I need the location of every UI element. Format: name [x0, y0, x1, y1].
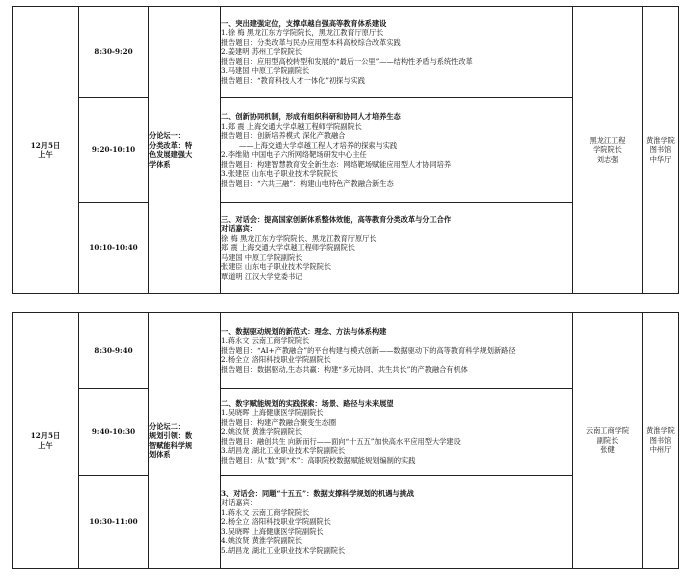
venue-cell: 黄淮学院 图书馆 中州厅 [643, 313, 679, 569]
session-line: 1.徐 梅 黑龙江东方学院院长，黑龙江教育厅原厅长 [221, 28, 384, 38]
time-slot: 9:20-10:10 [79, 98, 149, 203]
session-line: 3.胡昌龙 湖北工业职业技术学院副院长 [221, 446, 346, 456]
session-line: 2.姚汝贤 黄淮学院副院长 [221, 427, 303, 437]
session-heading: 二、创新协同机制，形成有组织科研和协同人才培养生态 [221, 112, 401, 121]
session-heading: 二、数字赋能规划的实践探索：场景、路径与未来展望 [221, 398, 394, 408]
session-line: 3.吴晓晖 上海健康医学院副院长 [221, 526, 324, 536]
date-cell: 12月5日 上午 [13, 7, 79, 294]
session-line: 3.张建臣 山东电子职业技术学院院长 [221, 169, 338, 178]
session-content [221, 389, 573, 476]
date-cell: 12月5日 上午 [13, 313, 79, 569]
time-slot: 8:30-9:40 [79, 313, 149, 389]
session-line: 郑 震 上海交通大学卓越工程师学院副院长 [221, 243, 355, 253]
time-slot: 10:30-11:00 [79, 476, 149, 569]
session-heading: 三、对话会：提高国家创新体系整体效能，高等教育分类改革与分工合作 [221, 214, 452, 224]
time-slot: 10:10-10:40 [79, 203, 149, 294]
time-slot: 8:30-9:20 [79, 7, 149, 98]
session-line: 2.杨全立 洛阳科技职业学院副院长 [221, 517, 331, 527]
session-line: 张建臣 山东电子职业技术学院院长 [221, 262, 332, 272]
session-line: 报告题目：构建产教融合聚变生态圈 [221, 417, 337, 427]
session-content [221, 476, 573, 569]
session-line: 报告题目：分类改革与民办应用型本科高校综合改革实践 [221, 37, 401, 47]
session-line: 报告题目：融创共生 向新而行——面向“十五五”加快高水平应用型大学建设 [221, 436, 461, 446]
session-line: 2.李维勋 中国电子六所网络靶场研发中心主任 [221, 150, 367, 159]
session-line: 2.杨全立 洛阳科技职业学院副院长 [221, 355, 331, 365]
session-line: 2.姜建明 苏州工学院院长 [221, 47, 303, 57]
host-cell: 云南工商学院 副院长 张健 [573, 313, 643, 569]
session-line: 报告题目：构建智慧教育安全新生态：网络靶场赋能应用型人才协同培养 [221, 159, 452, 169]
session-line: 报告题目：创新培养模式 深化产教融合 [221, 131, 346, 140]
session-line: 报告题目：从“数”到“术”：高职院校数据赋能规划编制的实践 [221, 455, 416, 465]
session-line: 徐 梅 黑龙江东方学院院长、黑龙江教育厅原厅长 [221, 233, 377, 243]
session-line: 报告题目：“教育科技人才一体化”初探与实践 [221, 75, 365, 85]
session-line: 3.马建国 中原工学院副院长 [221, 66, 310, 76]
session-line: 覃道明 江汉大学党委书记 [221, 271, 303, 281]
session-heading: 3、对话会：同题“十五五”：数据支撑科学规划的机遇与挑战 [221, 488, 414, 498]
host-cell: 黑龙江工程 学院院长 刘志强 [573, 7, 643, 294]
session-line: 对话嘉宾： [221, 498, 257, 508]
session-line: 马建国 中原工学院副院长 [221, 252, 303, 262]
session-content [221, 98, 573, 203]
session-line: ——上海交通大学卓越工程人才培养的探索与实践 [239, 140, 398, 150]
session-line: 5.胡昌龙 湖北工业职业技术学院副院长 [221, 545, 346, 555]
session-content [221, 7, 573, 98]
schedule-table-forum-1 [12, 6, 679, 294]
forum-title: 分论坛一： 分类改革：特 色发展建强大 学体系 [149, 7, 221, 294]
venue-cell: 黄淮学院 图书馆 中华厅 [643, 7, 679, 294]
session-content [221, 313, 573, 389]
session-heading: 一、突出建强定位，支撑卓越自强高等教育体系建设 [221, 18, 387, 28]
time-slot: 9:40-10:30 [79, 389, 149, 476]
session-line: 1.郑 震 上海交通大学卓越工程师学院副院长 [221, 121, 362, 131]
session-heading: 对话嘉宾： [221, 224, 257, 234]
session-line: 1.蒋永文 云南工商学院院长 [221, 507, 310, 517]
schedule-table-forum-2 [12, 312, 679, 569]
session-line: 报告题目：“AI+产教融合”的平台构建与模式创新——数据驱动下的高等教育科学规划新路径 [221, 345, 516, 355]
session-line: 1.蒋永文 云南工商学院院长 [221, 336, 310, 346]
session-line: 报告题目：数据驱动,生态共赢：构建“多元协同、共生共长”的产教融合有机体 [221, 364, 468, 374]
forum-title: 分论坛二： 规划引领：数 智赋能科学规 划体系 [149, 313, 221, 569]
session-content [221, 203, 573, 294]
session-line: 1.吴晓晖 上海健康医学院副院长 [221, 408, 324, 418]
session-line: 报告题目：应用型高校转型和发展的“最后一公里”——结构性矛盾与系统性改革 [221, 56, 473, 66]
session-heading: 一、数据驱动规划的新范式：理念、方法与体系构建 [221, 326, 387, 336]
session-line: 报告题目：“六共三融”：构建山电特色产教融合新生态 [221, 178, 394, 188]
session-line: 4.姚汝贤 黄淮学院副院长 [221, 536, 303, 546]
